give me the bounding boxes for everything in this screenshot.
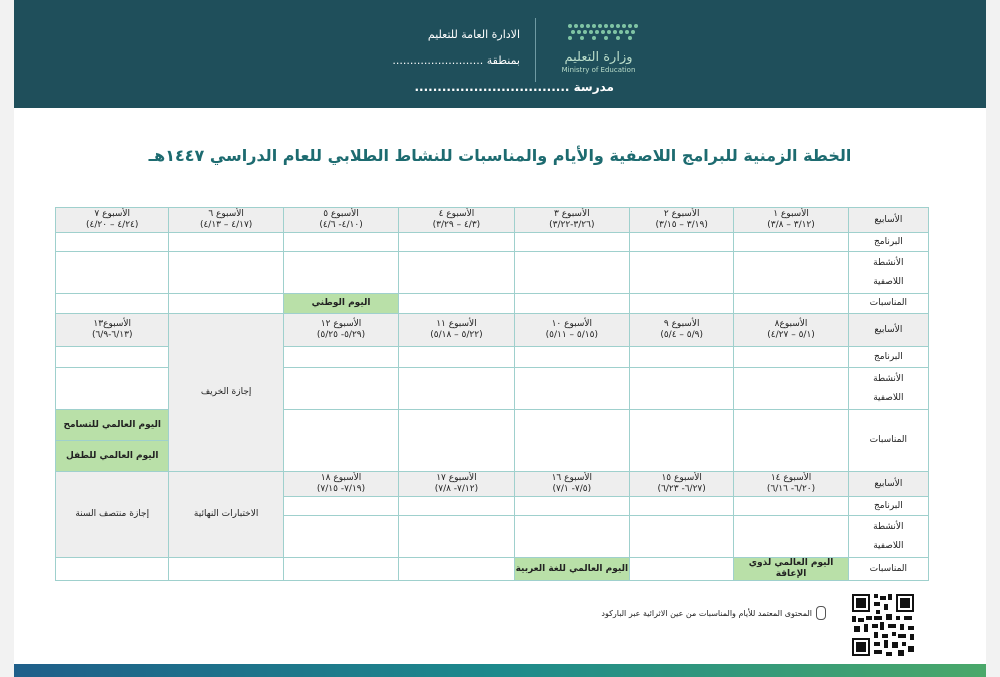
empty-cell [283,347,398,368]
empty-cell [734,233,848,252]
week-dates: (٤/١٧ – ٤/١٣) [199,220,253,230]
table-row [56,233,929,252]
week-cell [514,208,629,233]
empty-cell [283,558,398,581]
week-dates: (٥/٩ – ٥/٤) [660,330,703,340]
activities-label-line2: اللاصفية [873,392,904,403]
week-dates: (٦/٢٠- ٦/١٦) [766,484,816,494]
week-dates: (٥/١٥ – ٥/١١) [545,330,598,340]
week-name: الأسبوع ١١ [436,319,477,329]
empty-cell [399,410,514,472]
weeks-label: الأسابيع [848,314,928,347]
table-row [56,472,929,497]
week-name: الأسبوع ١٥ [661,473,702,483]
week-cell [399,208,514,233]
occasions-label: المناسبات [848,294,928,314]
week-name: الأسبوع ٦ [208,209,244,219]
occasion-children-day: اليوم العالمي للطفل [56,441,169,472]
week-name: الأسبوع ٣ [553,209,590,219]
empty-cell [630,233,734,252]
week-cell [399,314,514,347]
footer-bar [14,664,986,677]
region-label: بمنطقة .......................... [392,54,520,67]
empty-cell [283,368,398,410]
table-row [56,208,929,233]
week-name: الأسبوع ٥ [323,209,359,219]
empty-cell [630,497,734,516]
week-name: الأسبوع ١٧ [436,473,477,483]
empty-cell [399,252,514,294]
week-dates: (٤/٢٤ – ٤/٢٠) [86,220,139,230]
empty-cell [399,294,514,314]
empty-cell [630,516,734,558]
week-dates: (٥/١ – ٤/٢٧) [767,330,815,340]
empty-cell [169,252,283,294]
empty-cell [399,558,514,581]
program-label: البرنامج [848,233,928,252]
week-cell [734,314,848,347]
week-dates: (٣/١٩ – ٣/١٥) [655,220,708,230]
activities-label-line1: الأنشطة [873,373,904,384]
empty-cell [56,368,169,410]
week-name: الأسبوع ٢ [663,209,700,219]
empty-cell [169,233,283,252]
week-cell [734,208,848,233]
empty-cell [283,233,398,252]
qr-code-icon[interactable] [850,592,916,658]
week-cell [283,208,398,233]
week-dates: (٦/١٣-٦/٩) [91,330,133,340]
week-cell [399,472,514,497]
weeks-label: الأسابيع [848,208,928,233]
week-cell [56,314,169,347]
week-dates: (٤/٣ – ٣/٢٩) [432,220,481,230]
week-name: الأسبوع١٣ [93,319,132,329]
activities-label-line1: الأنشطة [873,257,904,268]
logo-text: وزارة التعليم [564,50,633,65]
empty-cell [630,368,734,410]
empty-cell [514,497,629,516]
empty-cell [630,347,734,368]
week-dates: (٧/١٩- ٧/١٥) [316,484,366,494]
activities-label [848,368,928,410]
activities-label [848,252,928,294]
header-banner [14,0,986,108]
empty-cell [399,347,514,368]
empty-cell [734,497,848,516]
week-name: الأسبوع ٩ [663,319,700,329]
week-cell [630,208,734,233]
week-name: الأسبوع ١ [773,209,809,219]
week-dates: (٥/٢٩- ٥/٢٥) [316,330,366,340]
week-name: الأسبوع ١٠ [551,319,593,329]
week-name: الأسبوع ١٨ [320,473,362,483]
header-divider [535,18,536,82]
general-administration-label: الادارة العامة للتعليم [427,28,520,41]
empty-cell [514,294,629,314]
week-cell [630,472,734,497]
school-label: مدرسة .................................. [414,80,614,94]
empty-cell [630,410,734,472]
week-cell [283,472,398,497]
week-name: الأسبوع ١٤ [770,473,812,483]
program-label: البرنامج [848,347,928,368]
empty-cell [734,252,848,294]
week-cell [734,472,848,497]
document-page [14,0,986,677]
week-cell [169,208,283,233]
empty-cell [630,558,734,581]
activities-label [848,516,928,558]
table-row [56,314,929,347]
empty-cell [734,347,848,368]
occasions-label: المناسبات [848,410,928,472]
week-dates: (٧/٥- ٧/١) [552,484,592,494]
empty-cell [399,368,514,410]
empty-cell [514,252,629,294]
empty-cell [514,368,629,410]
week-name: الأسبوع٨ [774,319,808,329]
week-dates: (٥/٢٢ – ٥/١٨) [430,330,483,340]
week-dates: (٣/٢٦-٣/٢٢) [549,220,595,230]
empty-cell [734,410,848,472]
occasion-national-day: اليوم الوطني [283,294,398,314]
activities-label-line2: اللاصفية [873,540,904,551]
empty-cell [399,516,514,558]
week-dates: (٧/١٢- ٧/٨) [434,484,479,494]
program-label: البرنامج [848,497,928,516]
week-cell [630,314,734,347]
empty-cell [514,516,629,558]
empty-cell [283,252,398,294]
empty-cell [399,233,514,252]
empty-cell [56,558,169,581]
week-name: الأسبوع ١٦ [551,473,593,483]
week-cell [283,314,398,347]
weeks-label: الأسابيع [848,472,928,497]
barcode-note: المحتوى المعتمد للأيام والمناسبات من عين الاثرائية عبر الباركود [601,609,812,618]
activities-label-line1: الأنشطة [873,521,904,532]
week-cell [56,208,169,233]
activities-label-line2: اللاصفية [873,276,904,287]
occasion-tolerance-day: اليوم العالمي للتسامح [56,410,169,441]
empty-cell [283,410,398,472]
empty-cell [283,516,398,558]
empty-cell [514,410,629,472]
empty-cell [734,516,848,558]
empty-cell [169,558,283,581]
week-name: الأسبوع ١٢ [320,319,362,329]
week-cell [514,472,629,497]
empty-cell [630,294,734,314]
empty-cell [56,347,169,368]
empty-cell [56,233,169,252]
empty-cell [734,294,848,314]
week-name: الأسبوع ٤ [438,209,475,219]
week-dates: (٣/١٢ – ٣/٨) [767,220,815,230]
occasions-label: المناسبات [848,558,928,581]
empty-cell [514,233,629,252]
table-row [56,252,929,294]
week-cell [514,314,629,347]
table-row [56,558,929,581]
midyear-break-cell: إجازة منتصف السنة [56,472,169,558]
empty-cell [169,294,283,314]
week-name: الأسبوع ٧ [94,209,131,219]
pointer-icon [816,606,826,620]
empty-cell [399,497,514,516]
table-row [56,294,929,314]
empty-cell [630,252,734,294]
occasion-arabic-language-day: اليوم العالمي للغة العربية [514,558,629,581]
empty-cell [514,347,629,368]
week-dates: (٤/١٠- ٤/٦) [319,220,363,230]
final-exams-cell: الاختبارات النهائية [169,472,283,558]
autumn-break-cell: إجازة الخريف [169,314,283,472]
empty-cell [56,252,169,294]
occasion-disability-day: اليوم العالمي لذوي الإعاقة [734,558,848,581]
empty-cell [56,294,169,314]
logo-subtitle: Ministry of Education [561,66,636,74]
empty-cell [734,368,848,410]
week-dates: (٦/٢٧- ٦/٢٣) [657,484,706,494]
schedule-table [55,207,929,581]
document-title: الخطة الزمنية للبرامج اللاصفية والأيام والمناسبات للنشاط الطلابي للعام الدراسي ١٤٤٧هـ [148,146,852,165]
empty-cell [283,497,398,516]
